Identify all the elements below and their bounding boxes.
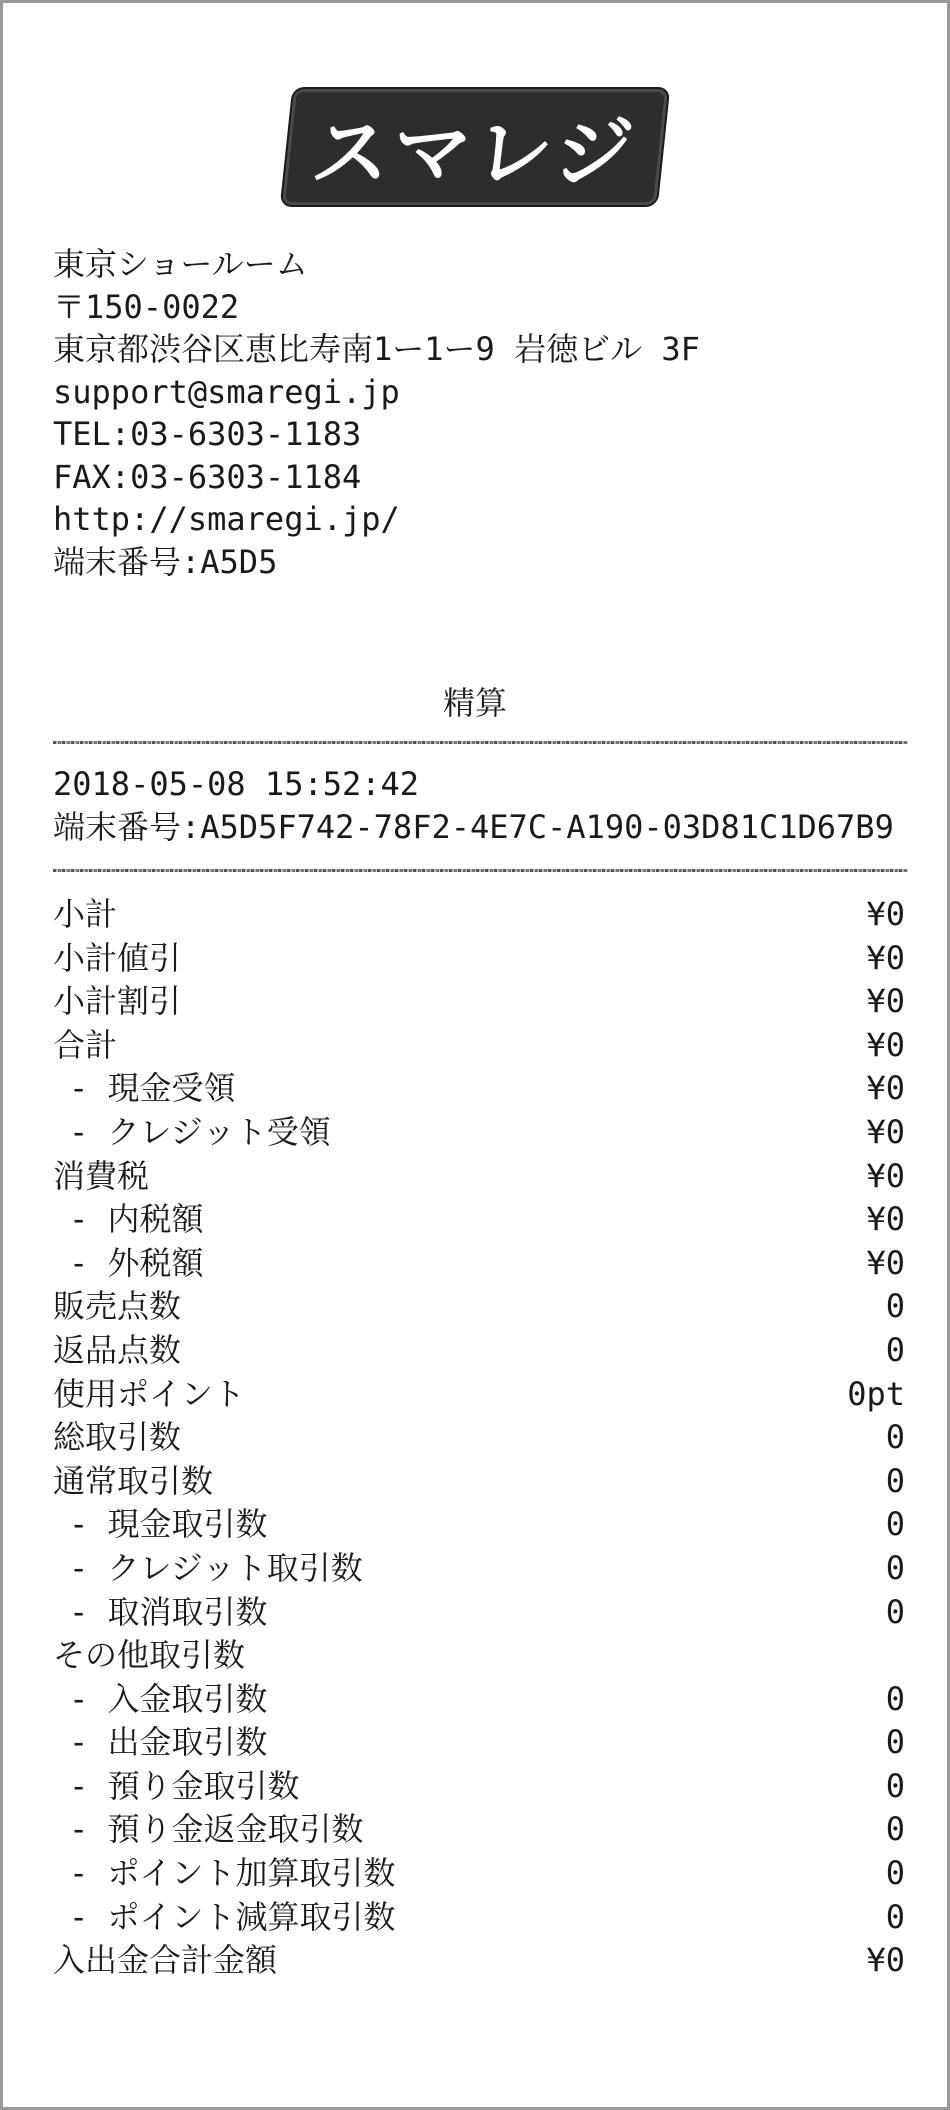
summary-row bbox=[53, 1416, 905, 1460]
summary-row-value: ¥0 bbox=[866, 1112, 905, 1151]
summary-row-value: ¥0 bbox=[866, 1941, 905, 1980]
summary-row-value: 0 bbox=[885, 1548, 905, 1587]
summary-row-value: 0 bbox=[885, 1505, 905, 1544]
summary-row-value: 0pt bbox=[847, 1374, 905, 1413]
store-fax: FAX:03-6303-1184 bbox=[53, 457, 362, 496]
summary-row bbox=[53, 1329, 905, 1373]
summary-row bbox=[53, 1024, 905, 1068]
logo-area bbox=[3, 89, 947, 205]
summary-row bbox=[53, 1155, 905, 1199]
summary-row-value: ¥0 bbox=[866, 938, 905, 977]
summary-row-label: 入出金合計金額 bbox=[53, 1941, 278, 1980]
summary-row bbox=[53, 980, 905, 1024]
divider bbox=[53, 741, 908, 744]
summary-row-value: ¥0 bbox=[866, 1243, 905, 1282]
receipt-meta bbox=[53, 763, 894, 849]
summary-row-label: - ポイント減算取引数 bbox=[69, 1897, 396, 1936]
summary-row-label: 小計 bbox=[53, 895, 118, 933]
summary-row bbox=[53, 1852, 905, 1896]
summary-row bbox=[53, 1765, 905, 1809]
store-name: 東京ショールーム bbox=[53, 245, 308, 283]
store-tel: TEL:03-6303-1183 bbox=[53, 415, 362, 453]
store-address: 東京都渋谷区恵比寿南1ー1ー9 岩徳ビル 3F bbox=[53, 330, 700, 368]
summary-row bbox=[53, 893, 905, 937]
summary-row-label: - ポイント加算取引数 bbox=[69, 1854, 396, 1893]
summary-row bbox=[53, 1111, 905, 1155]
summary-row-label: - 現金取引数 bbox=[69, 1505, 268, 1544]
summary-row bbox=[53, 1067, 905, 1111]
summary-row-label: - 内税額 bbox=[69, 1200, 204, 1239]
summary-row bbox=[53, 1373, 905, 1417]
store-postal: 〒150-0022 bbox=[53, 287, 240, 326]
summary-row-label: 返品点数 bbox=[53, 1330, 182, 1369]
summary-row-value: ¥0 bbox=[866, 1200, 905, 1239]
summary-row-label: - クレジット取引数 bbox=[69, 1548, 363, 1587]
summary-row-label: 通常取引数 bbox=[53, 1461, 214, 1500]
summary-row-value: 0 bbox=[885, 1418, 905, 1457]
summary-row bbox=[53, 1242, 905, 1286]
summary-row bbox=[53, 1591, 905, 1635]
summary-row-label: - 入金取引数 bbox=[69, 1679, 268, 1718]
summary-row-label: その他取引数 bbox=[53, 1636, 246, 1675]
summary-row-label: 使用ポイント bbox=[53, 1374, 246, 1413]
summary-row-value: 0 bbox=[885, 1766, 905, 1805]
summary-row-value: ¥0 bbox=[866, 1156, 905, 1195]
summary-row-label: 合計 bbox=[53, 1025, 118, 1064]
summary-row-label: - 出金取引数 bbox=[69, 1723, 268, 1762]
summary-row-value: 0 bbox=[885, 1461, 905, 1500]
summary-row-value: 0 bbox=[885, 1897, 905, 1936]
summary-row-value: 0 bbox=[885, 1287, 905, 1326]
summary-row-label: - クレジット受領 bbox=[69, 1112, 331, 1151]
store-url: http://smaregi.jp/ bbox=[53, 500, 400, 538]
summary-row-label: 小計値引 bbox=[53, 938, 182, 977]
summary-row-label: - 外税額 bbox=[69, 1243, 204, 1282]
receipt-terminal-id: 端末番号:A5D5F742-78F2-4E7C-A190-03D81C1D67B9 bbox=[53, 808, 894, 846]
store-email: support@smaregi.jp bbox=[53, 372, 400, 411]
summary-row-value: 0 bbox=[885, 1679, 905, 1718]
summary-row-label: - 預り金取引数 bbox=[69, 1766, 300, 1805]
summary-row bbox=[53, 1285, 905, 1329]
summary-row-label: - 取消取引数 bbox=[69, 1592, 268, 1631]
summary-row-label: - 預り金返金取引数 bbox=[69, 1810, 364, 1849]
summary-row-label: 小計割引 bbox=[53, 982, 182, 1021]
summary-row bbox=[53, 1634, 905, 1678]
summary-row bbox=[53, 937, 905, 981]
summary-row-value: 0 bbox=[885, 1330, 905, 1369]
summary-row-value: ¥0 bbox=[866, 982, 905, 1021]
summary-row-value: 0 bbox=[885, 1723, 905, 1762]
summary-row bbox=[53, 1721, 905, 1765]
summary-row bbox=[53, 1678, 905, 1722]
summary-row bbox=[53, 1198, 905, 1242]
store-terminal: 端末番号:A5D5 bbox=[53, 542, 278, 581]
summary-row-value: 0 bbox=[885, 1810, 905, 1849]
summary-row-value: ¥0 bbox=[866, 1069, 905, 1108]
brand-logo: スマレジ bbox=[282, 89, 668, 205]
divider bbox=[53, 869, 908, 872]
summary-row-label: 販売点数 bbox=[53, 1287, 182, 1326]
summary-row-label: 消費税 bbox=[53, 1156, 150, 1195]
summary-row-value: 0 bbox=[885, 1592, 905, 1631]
summary-row bbox=[53, 1547, 905, 1591]
store-info bbox=[53, 243, 700, 583]
summary-row bbox=[53, 1939, 905, 1983]
summary-row-value: 0 bbox=[885, 1854, 905, 1893]
receipt-title: 精算 bbox=[442, 684, 507, 722]
summary-row-value: ¥0 bbox=[866, 895, 905, 933]
summary-row bbox=[53, 1808, 905, 1852]
summary-row bbox=[53, 1896, 905, 1940]
summary-row bbox=[53, 1503, 905, 1547]
receipt-datetime: 2018-05-08 15:52:42 bbox=[53, 765, 420, 803]
summary-row-label: - 現金受領 bbox=[69, 1069, 236, 1108]
settlement-rows bbox=[53, 893, 905, 1983]
summary-row bbox=[53, 1460, 905, 1504]
summary-row-label: 総取引数 bbox=[53, 1418, 182, 1457]
summary-row-value: ¥0 bbox=[866, 1025, 905, 1064]
